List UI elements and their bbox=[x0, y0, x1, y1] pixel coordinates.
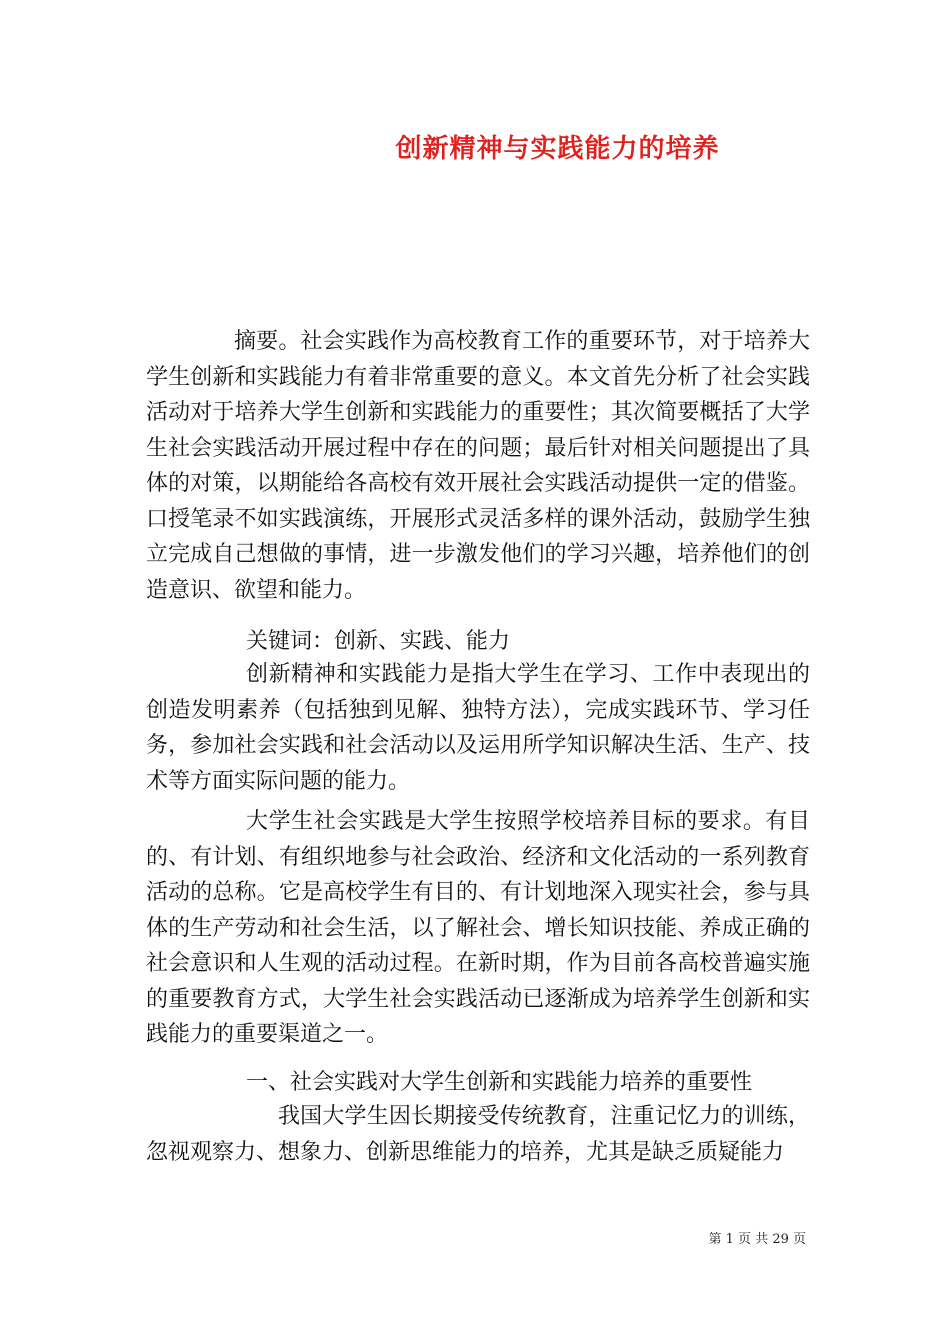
continuation-text: 我国大学生因长期接受传统教育，注重记忆力的训练，忽视观察力、想象力、创新思维能力的培养，尤其是缺乏质疑能力 bbox=[146, 1104, 810, 1165]
section-heading-paragraph bbox=[146, 1065, 810, 1101]
document-title: 创新精神与实践能力的培养 bbox=[395, 134, 720, 164]
keywords-paragraph bbox=[146, 624, 810, 660]
page-footer: 第 1 页 共 29 页 bbox=[708, 1232, 806, 1247]
abstract-paragraph bbox=[146, 324, 810, 608]
social-practice-paragraph bbox=[146, 804, 810, 1053]
social-practice-text: 大学生社会实践是大学生按照学校培养目标的要求。有目的、有计划、有组织地参与社会政治、经济和文化活动的一系列教育活动的总称。它是高校学生有目的、有计划地深入现实社会，参与具体的生产劳动和社会生活，以了解社会、增长知识技能、养成正确的社会意识和人生观的活动过程。在新时期，作为目前各高校普遍实施的重要教育方式，大学生社会实践活动已逐渐成为培养学生创新和实践能力的重要渠道之一。 bbox=[146, 809, 810, 1047]
definition-text: 创新精神和实践能力是指大学生在学习、工作中表现出的创造发明素养（包括独到见解、独特方法），完成实践环节、学习任务，参加社会实践和社会活动以及运用所学知识解决生活、生产、技术等方面实际问题的能力。 bbox=[146, 662, 810, 794]
continuation-paragraph bbox=[146, 1099, 810, 1170]
abstract-text: 摘要。社会实践作为高校教育工作的重要环节，对于培养大学生创新和实践能力有着非常重要的意义。本文首先分析了社会实践活动对于培养大学生创新和实践能力的重要性；其次简要概括了大学生社会实践活动开展过程中存在的问题；最后针对相关问题提出了具体的对策，以期能给各高校有效开展社会实践活动提供一定的借鉴。口授笔录不如实践演练，开展形式灵活多样的课外活动，鼓励学生独立完成自己想做的事情，进一步激发他们的学习兴趣，培养他们的创造意识、欲望和能力。 bbox=[146, 329, 810, 603]
section-heading: 一、社会实践对大学生创新和实践能力培养的重要性 bbox=[246, 1070, 753, 1095]
definition-paragraph bbox=[146, 657, 810, 799]
keywords-text: 关键词：创新、实践、能力 bbox=[246, 629, 511, 654]
